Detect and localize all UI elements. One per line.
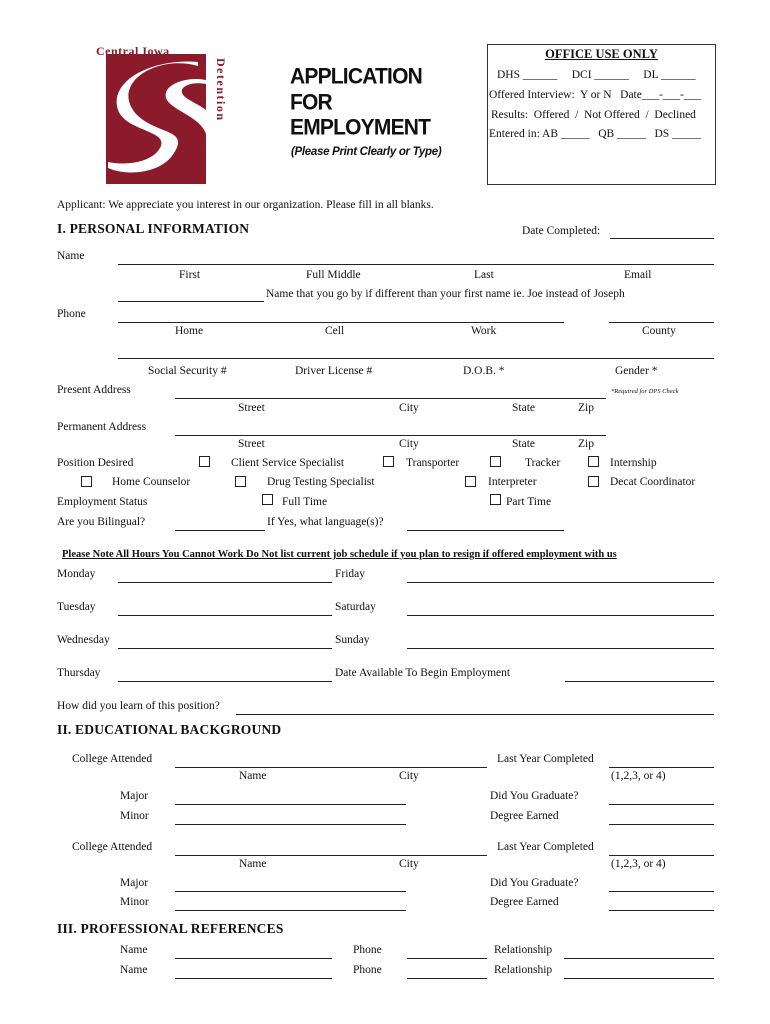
- permanent-zip-label: Zip: [578, 438, 594, 450]
- languages-field[interactable]: [407, 530, 564, 531]
- college-2-major-label: Major: [120, 877, 149, 889]
- reference-2-phone-label: Phone: [353, 964, 382, 976]
- position-tracker-label: Tracker: [525, 457, 561, 469]
- friday-label: Friday: [335, 568, 366, 580]
- college-2-name-label: Name: [239, 858, 267, 870]
- tuesday-field[interactable]: [118, 615, 332, 616]
- work-label: Work: [471, 325, 497, 337]
- last-label: Last: [474, 269, 494, 281]
- county-field[interactable]: [609, 322, 714, 323]
- permanent-state-label: State: [512, 438, 535, 450]
- office-use-line-1: DHS ______ DCI ______ DL ______: [497, 69, 696, 81]
- education-heading: II. EDUCATIONAL BACKGROUND: [57, 722, 282, 737]
- county-label: County: [642, 325, 676, 337]
- college-1-graduate-field[interactable]: [609, 804, 714, 805]
- thursday-label: Thursday: [57, 667, 101, 679]
- position-checkbox-client-service[interactable]: [199, 456, 210, 467]
- college-1-name-label: Name: [239, 770, 267, 782]
- logo-side-text: Detention: [214, 58, 228, 122]
- name-label: Name: [57, 250, 85, 262]
- status-full-time-label: Full Time: [282, 496, 328, 508]
- how-learned-field[interactable]: [236, 714, 714, 715]
- reference-1-phone-label: Phone: [353, 944, 382, 956]
- languages-label: If Yes, what language(s)?: [267, 516, 384, 528]
- present-address-field[interactable]: [175, 398, 606, 399]
- college-2-field[interactable]: [175, 855, 487, 856]
- college-1-graduate-label: Did You Graduate?: [490, 790, 579, 802]
- tuesday-label: Tuesday: [57, 601, 96, 613]
- college-2-degree-field[interactable]: [609, 910, 714, 911]
- college-2-degree-label: Degree Earned: [490, 896, 559, 908]
- subtitle: (Please Print Clearly or Type): [291, 146, 442, 158]
- friday-field[interactable]: [407, 582, 714, 583]
- reference-1-name-field[interactable]: [175, 958, 332, 959]
- position-checkbox-decat[interactable]: [588, 476, 599, 487]
- position-drug-testing-label: Drug Testing Specialist: [267, 476, 375, 488]
- saturday-field[interactable]: [407, 615, 714, 616]
- college-2-last-year-field[interactable]: [609, 855, 714, 856]
- driver-license-label: Driver License #: [295, 365, 373, 377]
- date-available-label: Date Available To Begin Employment: [335, 667, 511, 679]
- position-home-counselor-label: Home Counselor: [112, 476, 191, 488]
- present-state-label: State: [512, 402, 535, 414]
- schedule-note: Please Note All Hours You Cannot Work Do Not list current job schedule if you plan to resign if offered employment with us: [62, 549, 617, 560]
- office-use-line-3: Results: Offered / Not Offered / Declined: [491, 109, 696, 121]
- office-use-line-2: Offered Interview: Y or N Date___-___-___: [489, 89, 702, 101]
- reference-2-name-label: Name: [120, 964, 148, 976]
- employment-status-label: Employment Status: [57, 496, 148, 508]
- position-decat-label: Decat Coordinator: [610, 476, 696, 488]
- college-2-last-year-label: Last Year Completed: [497, 841, 594, 853]
- saturday-label: Saturday: [335, 601, 376, 613]
- position-checkbox-transporter[interactable]: [383, 456, 394, 467]
- permanent-city-label: City: [399, 438, 419, 450]
- position-interpreter-label: Interpreter: [488, 476, 537, 488]
- gender-label: Gender *: [615, 365, 658, 377]
- college-2-major-field[interactable]: [175, 891, 406, 892]
- college-1-last-year-field[interactable]: [609, 767, 714, 768]
- reference-2-name-field[interactable]: [175, 978, 332, 979]
- personal-heading: I. PERSONAL INFORMATION: [57, 221, 250, 236]
- reference-2-phone-field[interactable]: [407, 978, 487, 979]
- nickname-field[interactable]: [118, 301, 264, 302]
- id-info-field[interactable]: [118, 358, 714, 359]
- logo-graphic: [96, 44, 226, 186]
- permanent-street-label: Street: [238, 438, 265, 450]
- college-2-label: College Attended: [72, 841, 153, 853]
- reference-2-relationship-label: Relationship: [494, 964, 553, 976]
- date-available-field[interactable]: [565, 681, 714, 682]
- logo-arc-text: Central Iowa: [96, 44, 170, 58]
- college-1-year-options: (1,2,3, or 4): [611, 770, 666, 782]
- college-1-degree-label: Degree Earned: [490, 810, 559, 822]
- status-checkbox-full-time[interactable]: [262, 494, 273, 505]
- college-2-graduate-field[interactable]: [609, 891, 714, 892]
- title-line-2: FOR: [290, 90, 332, 115]
- college-1-major-label: Major: [120, 790, 149, 802]
- college-2-year-options: (1,2,3, or 4): [611, 858, 666, 870]
- present-zip-label: Zip: [578, 402, 594, 414]
- title-line-3: EMPLOYMENT: [290, 115, 431, 140]
- first-label: First: [179, 269, 201, 281]
- dps-note: *Required for DPS Check: [611, 388, 679, 395]
- title-line-1: APPLICATION: [290, 64, 422, 89]
- position-client-service-label: Client Service Specialist: [231, 457, 345, 469]
- present-address-label: Present Address: [57, 384, 131, 396]
- logo: [96, 44, 226, 186]
- college-2-city-label: City: [399, 858, 419, 870]
- permanent-address-label: Permanent Address: [57, 421, 147, 433]
- how-learned-label: How did you learn of this position?: [57, 700, 220, 712]
- permanent-address-field[interactable]: [175, 435, 606, 436]
- college-1-field[interactable]: [175, 767, 487, 768]
- college-1-city-label: City: [399, 770, 419, 782]
- position-checkbox-home-counselor[interactable]: [81, 476, 92, 487]
- college-1-major-field[interactable]: [175, 804, 406, 805]
- name-field[interactable]: [118, 264, 714, 265]
- reference-2-relationship-field[interactable]: [564, 978, 714, 979]
- reference-1-phone-field[interactable]: [407, 958, 487, 959]
- references-heading: III. PROFESSIONAL REFERENCES: [57, 921, 284, 936]
- college-1-minor-field[interactable]: [175, 824, 406, 825]
- thursday-field[interactable]: [118, 681, 332, 682]
- college-1-last-year-label: Last Year Completed: [497, 753, 594, 765]
- sunday-label: Sunday: [335, 634, 370, 646]
- college-1-degree-field[interactable]: [609, 824, 714, 825]
- college-1-label: College Attended: [72, 753, 153, 765]
- college-1-minor-label: Minor: [120, 810, 149, 822]
- position-checkbox-interpreter[interactable]: [465, 476, 476, 487]
- nickname-note: Name that you go by if different than your first name ie. Joe instead of Joseph: [266, 288, 625, 300]
- cell-label: Cell: [325, 325, 345, 337]
- college-2-graduate-label: Did You Graduate?: [490, 877, 579, 889]
- email-label: Email: [624, 269, 652, 281]
- position-desired-label: Position Desired: [57, 457, 134, 469]
- status-checkbox-part-time[interactable]: [490, 494, 501, 505]
- position-checkbox-tracker[interactable]: [490, 456, 501, 467]
- college-2-minor-field[interactable]: [175, 910, 406, 911]
- date-completed-label: Date Completed:: [522, 225, 601, 237]
- ssn-label: Social Security #: [148, 365, 227, 377]
- intro-text: Applicant: We appreciate you interest in our organization. Please fill in all blanks.: [57, 199, 434, 211]
- phone-label: Phone: [57, 308, 86, 320]
- middle-label: Full Middle: [306, 269, 361, 281]
- position-checkbox-internship[interactable]: [588, 456, 599, 467]
- phone-field[interactable]: [118, 322, 564, 323]
- reference-1-relationship-field[interactable]: [564, 958, 714, 959]
- college-2-minor-label: Minor: [120, 896, 149, 908]
- wednesday-label: Wednesday: [57, 634, 110, 646]
- office-use-line-4: Entered in: AB _____ QB _____ DS _____: [489, 128, 701, 140]
- sunday-field[interactable]: [407, 648, 714, 649]
- home-label: Home: [175, 325, 204, 337]
- status-part-time-label: Part Time: [506, 496, 552, 508]
- bilingual-field[interactable]: [175, 530, 265, 531]
- wednesday-field[interactable]: [118, 648, 332, 649]
- bilingual-label: Are you Bilingual?: [57, 516, 146, 528]
- position-internship-label: Internship: [610, 457, 657, 469]
- monday-label: Monday: [57, 568, 96, 580]
- office-use-title: OFFICE USE ONLY: [545, 47, 658, 61]
- reference-1-relationship-label: Relationship: [494, 944, 553, 956]
- present-street-label: Street: [238, 402, 265, 414]
- position-checkbox-drug-testing[interactable]: [235, 476, 246, 487]
- dob-label: D.O.B. *: [463, 365, 505, 377]
- position-transporter-label: Transporter: [406, 457, 460, 469]
- present-city-label: City: [399, 402, 419, 414]
- reference-1-name-label: Name: [120, 944, 148, 956]
- monday-field[interactable]: [118, 582, 332, 583]
- date-completed-field[interactable]: [610, 238, 714, 239]
